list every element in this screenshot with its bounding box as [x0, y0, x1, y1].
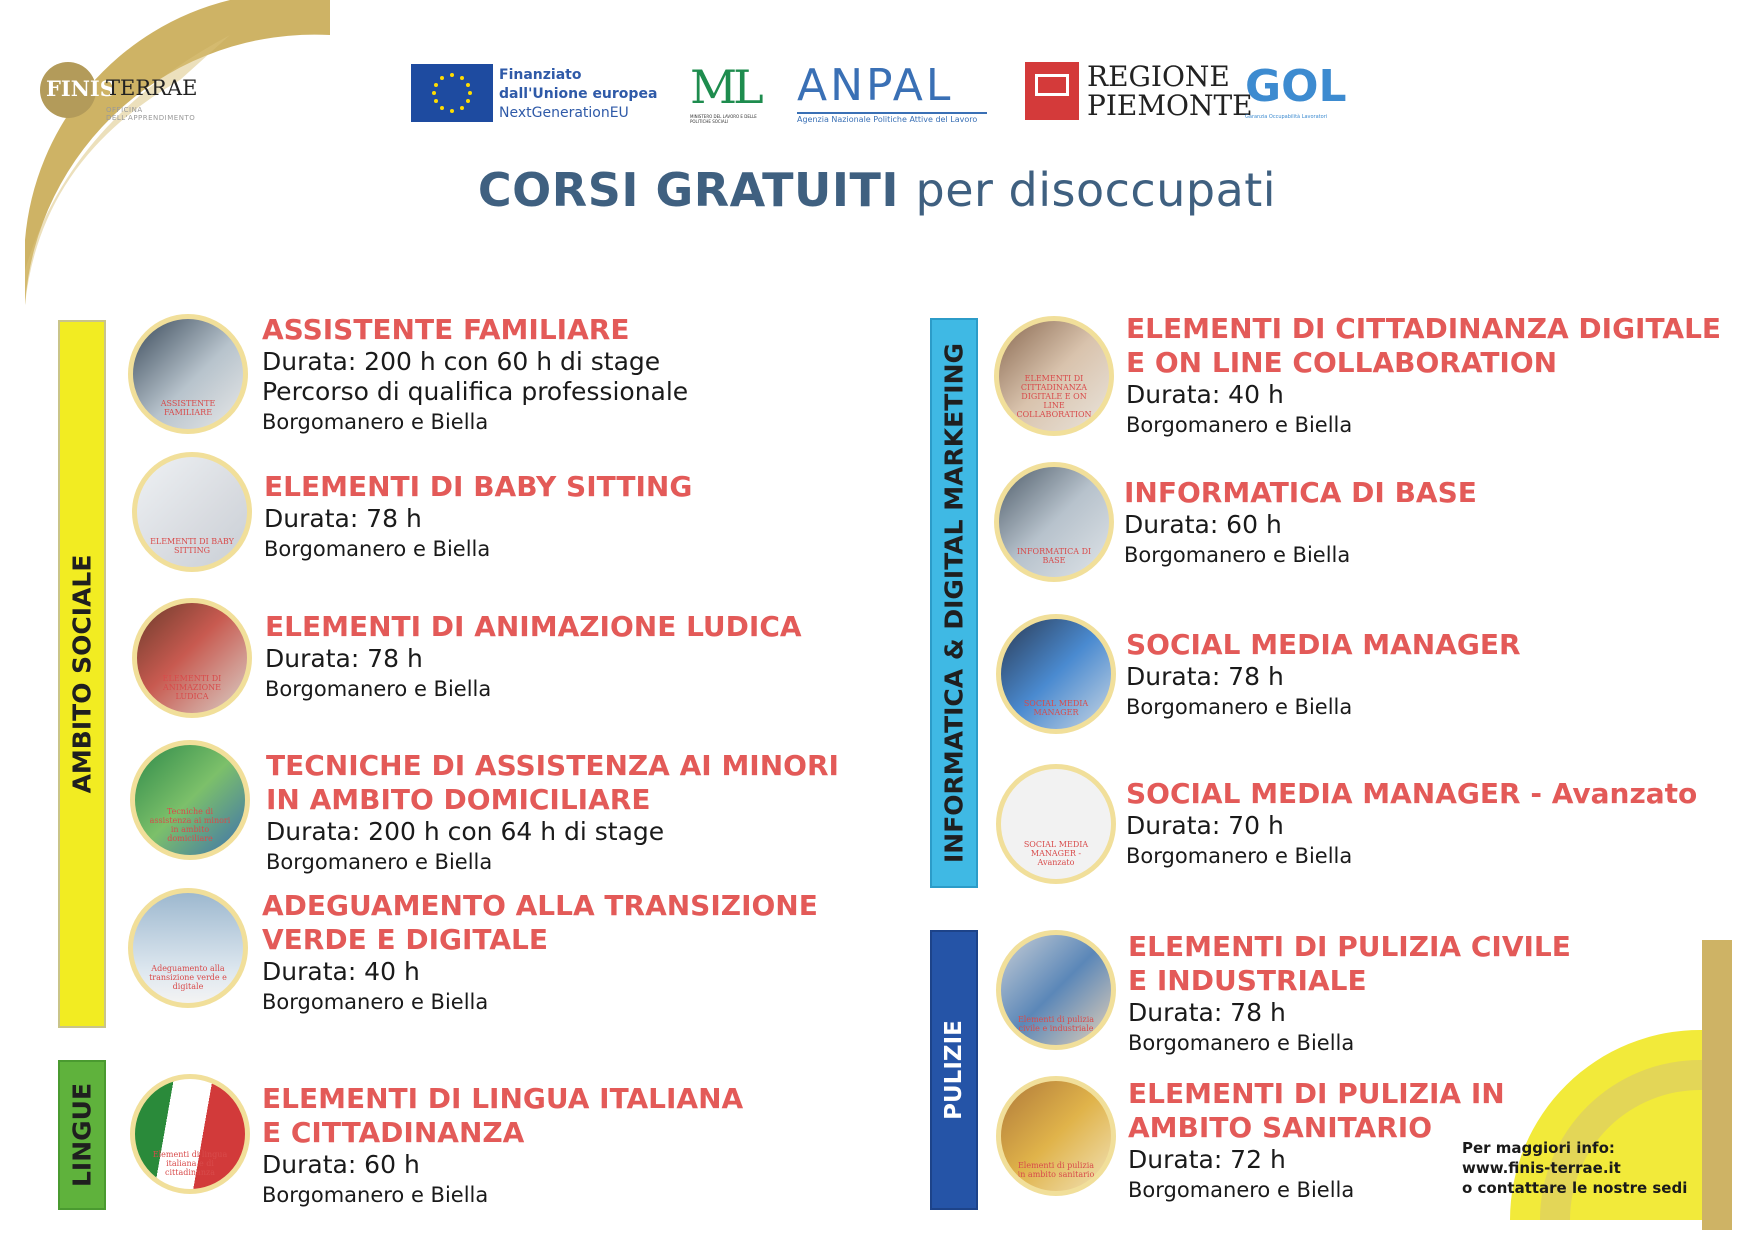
course-location: Borgomanero e Biella	[262, 410, 489, 434]
course-qualification: Percorso di qualifica professionale	[262, 377, 689, 406]
course-lingua-italiana	[262, 1082, 862, 1210]
eu-flag-icon	[411, 64, 493, 122]
page-title: CORSI GRATUITI per disoccupati	[477, 163, 1277, 217]
regione-piemonte-logo: REGIONE PIEMONTE	[1025, 62, 1225, 126]
course-title: E CITTADINANZA	[262, 1116, 525, 1149]
course-duration: Durata: 200 h con 60 h di stage	[262, 347, 661, 376]
course-location: Borgomanero e Biella	[1124, 543, 1351, 567]
course-thumbnail: Adeguamento alla transizione verde e digitale	[128, 888, 248, 1008]
course-thumbnail: ELEMENTI DI ANIMAZIONE LUDICA	[132, 598, 252, 718]
course-thumbnail: Elementi di pulizia civile e industriale	[996, 930, 1116, 1050]
course-thumbnail: Elementi di pulizia in ambito sanitario	[996, 1076, 1116, 1196]
course-informatica-base	[1124, 476, 1724, 570]
course-duration: Durata: 72 h	[1128, 1145, 1286, 1174]
course-title: ELEMENTI DI BABY SITTING	[264, 470, 693, 503]
course-title: SOCIAL MEDIA MANAGER	[1126, 628, 1521, 661]
course-thumbnail: INFORMATICA DI BASE	[994, 462, 1114, 582]
course-title: ELEMENTI DI ANIMAZIONE LUDICA	[265, 610, 802, 643]
course-location: Borgomanero e Biella	[262, 1183, 489, 1207]
course-location: Borgomanero e Biella	[265, 677, 492, 701]
course-location: Borgomanero e Biella	[262, 990, 489, 1014]
course-title: E INDUSTRIALE	[1128, 964, 1367, 997]
course-title: ELEMENTI DI LINGUA ITALIANA	[262, 1082, 744, 1115]
course-thumbnail: Tecniche di assistenza ai minori in ambito domiciliare	[130, 740, 250, 860]
section-band-pulizie: PULIZIE	[930, 930, 978, 1210]
course-location: Borgomanero e Biella	[1126, 695, 1353, 719]
course-transizione-verde	[262, 889, 862, 1017]
course-thumbnail: SOCIAL MEDIA MANAGER	[996, 614, 1116, 734]
course-duration: Durata: 40 h	[1126, 380, 1284, 409]
course-duration: Durata: 60 h	[1124, 510, 1282, 539]
course-thumbnail: Elementi di lingua italiana e di cittadinanza	[130, 1074, 250, 1194]
course-location: Borgomanero e Biella	[1128, 1178, 1355, 1202]
course-title: ELEMENTI DI PULIZIA CIVILE	[1128, 930, 1571, 963]
course-title: AMBITO SANITARIO	[1128, 1111, 1433, 1144]
course-location: Borgomanero e Biella	[1126, 844, 1353, 868]
course-assistente-familiare	[262, 313, 862, 437]
course-thumbnail: ELEMENTI DI CITTADINANZA DIGITALE E ON LINE COLLABORATION	[994, 316, 1114, 436]
course-title: ELEMENTI DI CITTADINANZA DIGITALE	[1126, 312, 1722, 345]
anpal-logo: ANPAL Agenzia Nazionale Politiche Attive del Lavoro	[797, 60, 987, 130]
course-social-media-manager-avanzato	[1126, 777, 1726, 871]
section-band-lingue: LINGUE	[58, 1060, 106, 1210]
section-band-ambito-sociale: AMBITO SOCIALE	[58, 320, 106, 1028]
course-duration: Durata: 78 h	[1126, 662, 1284, 691]
course-thumbnail: SOCIAL MEDIA MANAGER - Avanzato	[996, 764, 1116, 884]
gol-logo: GOL Garanzia Occupabilità Lavoratori	[1245, 61, 1347, 120]
course-location: Borgomanero e Biella	[1126, 413, 1353, 437]
course-duration: Durata: 40 h	[262, 957, 420, 986]
course-title: E ON LINE COLLABORATION	[1126, 346, 1558, 379]
contact-info: Per maggiori info: www.finis-terrae.it o contattare le nostre sedi	[1462, 1139, 1688, 1197]
course-title: IN AMBITO DOMICILIARE	[266, 783, 651, 816]
course-location: Borgomanero e Biella	[266, 850, 493, 874]
course-baby-sitting	[264, 470, 864, 564]
course-thumbnail: ELEMENTI DI BABY SITTING	[132, 452, 252, 572]
section-band-informatica: INFORMATICA & DIGITAL MARKETING	[930, 318, 978, 888]
course-location: Borgomanero e Biella	[1128, 1031, 1355, 1055]
course-duration: Durata: 70 h	[1126, 811, 1284, 840]
finis-terrae-logo: FINIS TERRAE OFFICINA DELL'APPRENDIMENTO	[40, 62, 200, 142]
course-title: SOCIAL MEDIA MANAGER - Avanzato	[1126, 777, 1698, 810]
course-duration: Durata: 78 h	[265, 644, 423, 673]
course-title: ADEGUAMENTO ALLA TRANSIZIONE	[262, 889, 818, 922]
eu-funding-logo: Finanziato dall'Unione europea NextGenerationEU	[411, 64, 671, 124]
ministry-labour-logo: ML MINISTERO DEL LAVORO E DELLE POLITICHE SOCIALI	[690, 60, 760, 124]
gold-arc-top-left	[0, 0, 340, 310]
course-duration: Durata: 60 h	[262, 1150, 420, 1179]
course-duration: Durata: 200 h con 64 h di stage	[266, 817, 665, 846]
course-title: ELEMENTI DI PULIZIA IN	[1128, 1077, 1505, 1110]
course-location: Borgomanero e Biella	[264, 537, 491, 561]
course-thumbnail: ASSISTENTE FAMILIARE	[128, 314, 248, 434]
course-social-media-manager	[1126, 628, 1726, 722]
course-title: ASSISTENTE FAMILIARE	[262, 313, 630, 346]
course-assistenza-minori	[266, 749, 866, 877]
course-animazione-ludica	[265, 610, 865, 704]
course-duration: Durata: 78 h	[264, 504, 422, 533]
course-title: INFORMATICA DI BASE	[1124, 476, 1477, 509]
course-cittadinanza-digitale	[1126, 312, 1726, 440]
course-title: TECNICHE DI ASSISTENZA AI MINORI	[266, 749, 839, 782]
course-duration: Durata: 78 h	[1128, 998, 1286, 1027]
course-title: VERDE E DIGITALE	[262, 923, 548, 956]
